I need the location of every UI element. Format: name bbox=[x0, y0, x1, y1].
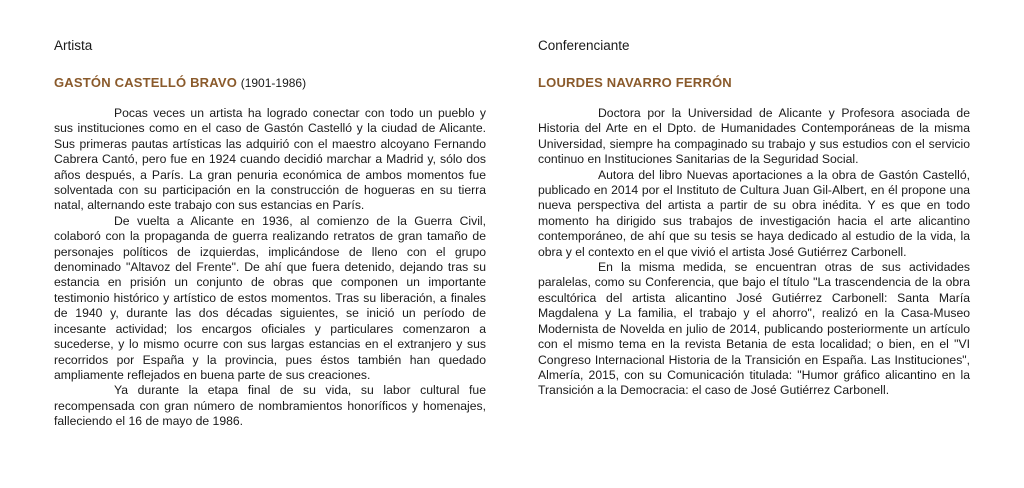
artist-section-label: Artista bbox=[54, 38, 93, 53]
speaker-column bbox=[538, 38, 970, 399]
artist-paragraph-3: Ya durante la etapa final de su vida, su labor cultural fue recompensada con gran número de nombramientos honoríficos y homenajes, falleciendo el 16 de mayo de 1986. bbox=[54, 383, 486, 429]
speaker-paragraph-3: En la misma medida, se encuentran otras de sus actividades paralelas, como su Conferencia, que bajo el título "La trascendencia de la obra escultórica del artista alicantino José Gutiérrez Carbonell: Santa María Magdalena y La familia, el trabajo y el ahorro", realizó en la Casa-Museo Modernista de Novelda en julio de 2014, publicando posteriormente un artículo con el mismo tema en la revista Betania de esta localidad; o bien, en el "VI Congreso Internacional Historia de la Transición en España. Las Instituciones", Almería, 2015, con su Comunicación titulada: "Humor gráfico alicantino en la Transición a la Democracia: el caso de José Gutiérrez Carbonell. bbox=[538, 260, 970, 398]
speaker-paragraph-1: Doctora por la Universidad de Alicante y Profesora asociada de Historia del Arte en el Dpto. de Humanidades Contemporáneas de la misma Universidad, siempre ha compaginado su trabajo y sus estudios con el servicio continuo en Instituciones Sanitarias de la Seguridad Social. bbox=[538, 106, 970, 167]
speaker-name: LOURDES NAVARRO FERRÓN bbox=[538, 75, 732, 90]
artist-column bbox=[54, 38, 486, 430]
artist-dates: (1901-1986) bbox=[240, 76, 307, 90]
artist-paragraph-2: De vuelta a Alicante en 1936, al comienzo de la Guerra Civil, colaboró con la propaganda de guerra realizando retratos de gran tamaño de personajes políticos de izquierdas, implicándose de lleno con el grupo denominado "Altavoz del Frente". De ahí que fuera detenido, dejando tras su estancia en prisión un conjunto de obras que componen un importante testimonio histórico y artístico de estos momentos. Tras su liberación, a finales de 1940 y, durante las dos décadas siguientes, se inició un período de incesante actividad; los encargos oficiales y particulares comenzaron a sucederse, y lo mismo ocurre con sus largas estancias en el extranjero y sus recorridos por España y la provincia, pues éstos también han quedado ampliamente reflejados en buena parte de sus creaciones. bbox=[54, 213, 486, 382]
speaker-heading bbox=[538, 75, 970, 90]
artist-heading bbox=[54, 75, 486, 90]
artist-name: GASTÓN CASTELLÓ BRAVO bbox=[54, 75, 238, 90]
artist-paragraph-1: Pocas veces un artista ha logrado conectar con todo un pueblo y sus instituciones como en el caso de Gastón Castelló y la ciudad de Alicante. Sus primeras pautas artísticas las adquirió con el maestro alcoyano Fernando Cabrera Cantó, pero fue en 1924 cuando decidió marchar a Madrid y, sólo dos años después, a París. La gran penuria económica de ambos momentos fue solventada con su participación en la construcción de hogueras en su tierra natal, alternando este trabajo con sus estancias en París. bbox=[54, 106, 486, 213]
speaker-paragraph-2: Autora del libro Nuevas aportaciones a la obra de Gastón Castelló, publicado en 2014 por el Instituto de Cultura Juan Gil-Albert, en él propone una nueva perspectiva del artista a partir de su obra inédita. Y es que en todo momento ha dirigido sus trabajos de investigación hacia el arte alicantino contemporáneo, de ahí que su tesis se haya dedicado al estudio de la vida, la obra y el contexto en el que vivió el artista José Gutiérrez Carbonell. bbox=[538, 167, 970, 259]
speaker-section-label: Conferenciante bbox=[538, 38, 630, 53]
